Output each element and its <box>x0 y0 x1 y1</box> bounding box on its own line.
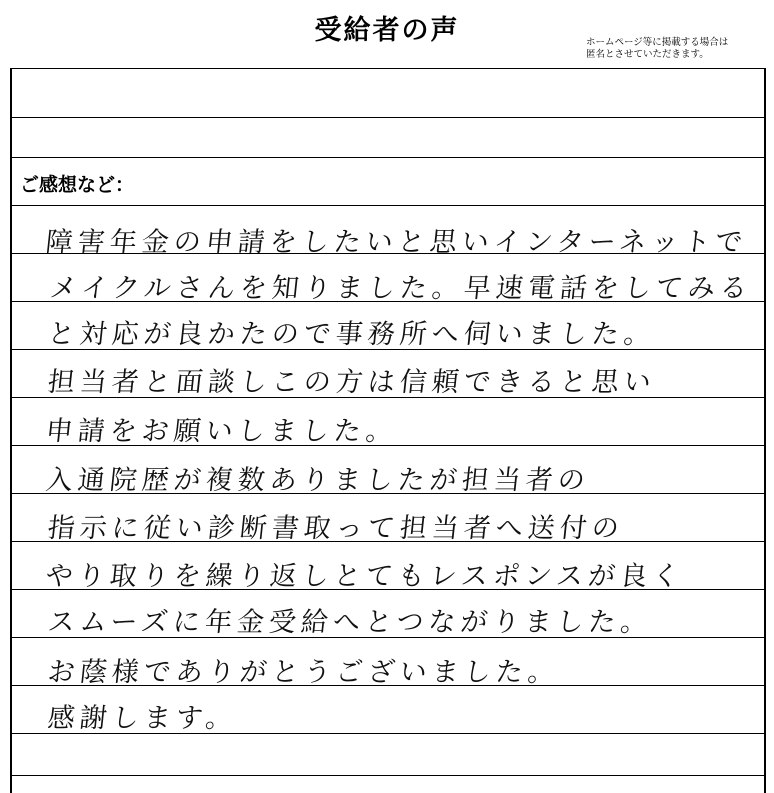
ruled-line <box>10 68 766 69</box>
handwritten-line: 障害年金の申請をしたいと思いインターネットで <box>44 227 749 258</box>
handwritten-line: と対応が良かたので事務所へ伺いました。 <box>46 319 658 350</box>
handwritten-line: お蔭様でありがとうございました。 <box>46 657 562 688</box>
handwritten-line: メイクルさんを知りました。早速電話をしてみる <box>48 273 754 304</box>
handwritten-line: 申請をお願いしました。 <box>44 416 400 447</box>
handwritten-line: 感謝します。 <box>46 703 240 734</box>
handwritten-line: スムーズに年金受給へとつながりました。 <box>46 607 655 638</box>
ruled-line <box>10 205 766 206</box>
notice-line-1: ホームページ等に掲載する場合は <box>586 37 729 48</box>
anonymity-notice <box>586 37 772 61</box>
impressions-label: ご感想など： <box>20 174 135 196</box>
ruled-line <box>10 775 766 776</box>
handwritten-line: 入通院歴が複数ありましたが担当者の <box>44 465 592 496</box>
page-title: 受給者の声 <box>314 15 460 46</box>
ruled-line <box>10 157 766 158</box>
ruled-line <box>10 117 766 118</box>
notice-line-2: 匿名とさせていただきます。 <box>586 49 709 60</box>
handwritten-line: やり取りを繰り返しとてもレスポンスが良く <box>44 561 686 592</box>
handwritten-line: 担当者と面談しこの方は信頼できると思い <box>46 367 658 398</box>
handwritten-line: 指示に従い診断書取って担当者へ送付の <box>46 513 626 544</box>
